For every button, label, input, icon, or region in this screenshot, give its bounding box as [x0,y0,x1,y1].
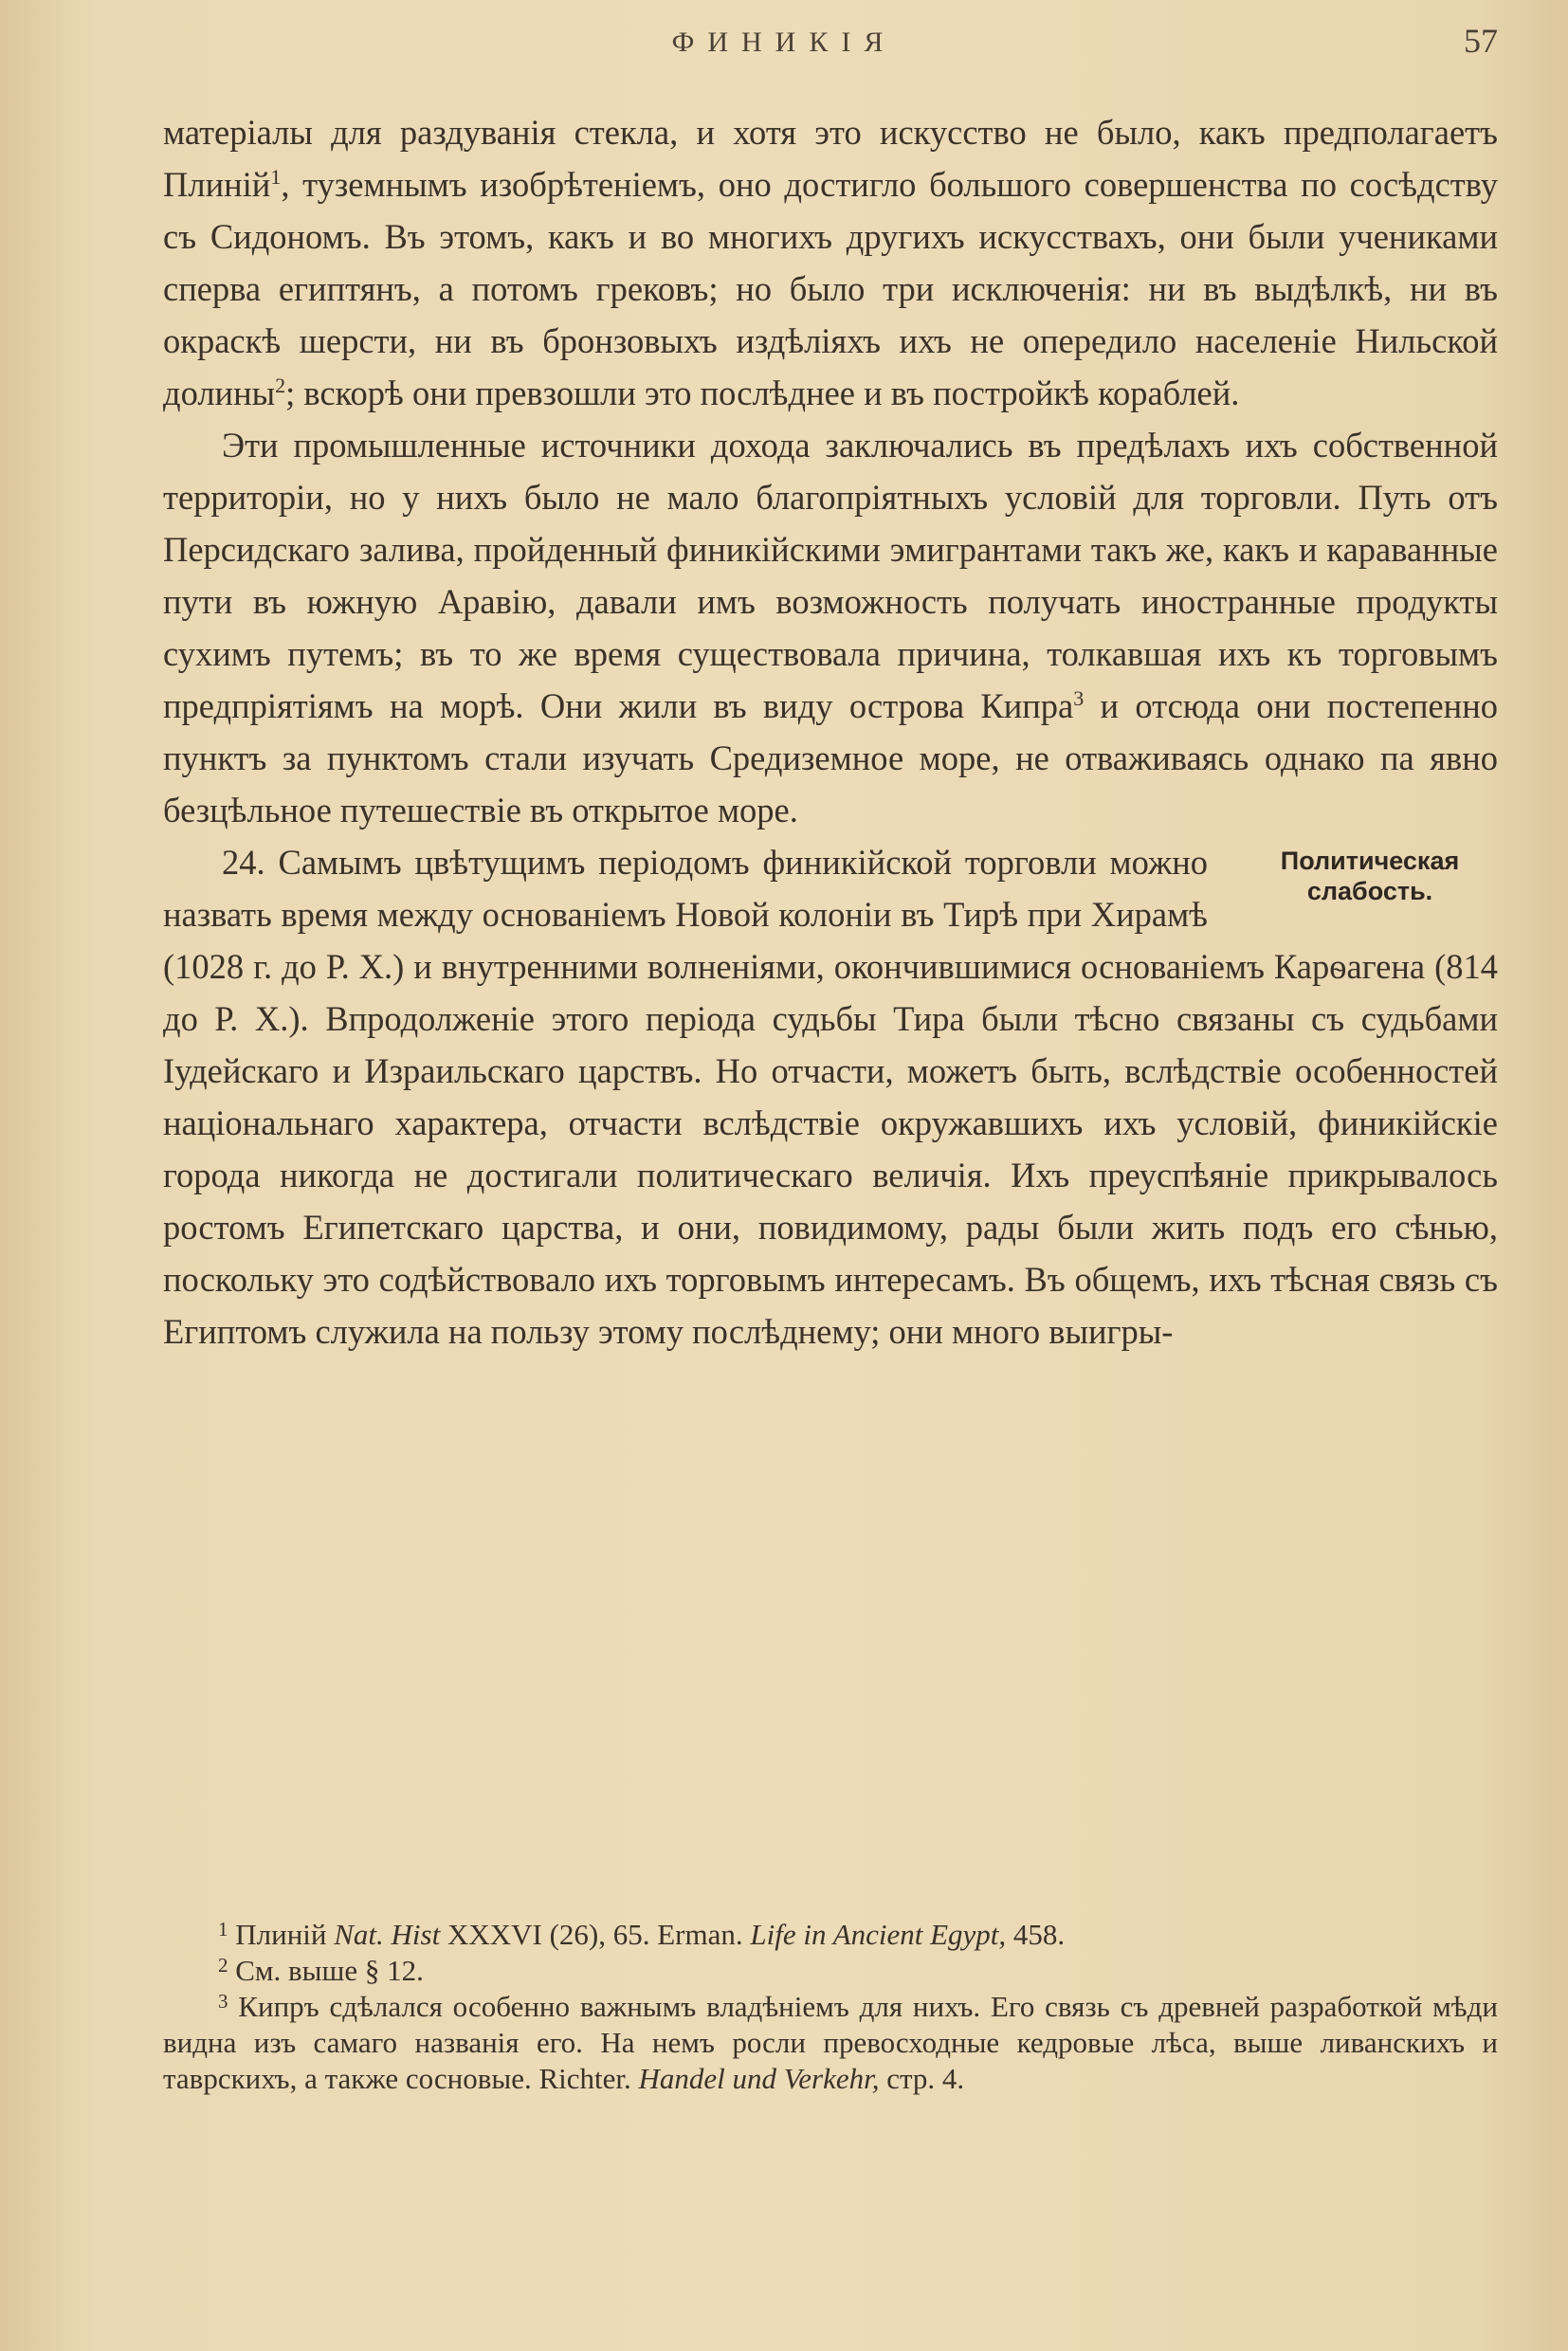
paragraph-trade: Эти промышленные источники дохода заключались въ предѣлахъ ихъ собственной территоріи, но у нихъ было не мало благопріятныхъ условій для торговли. Путь отъ Персидскаго залива, пройденный финикійскими эмигрантами такъ же, какъ и караванные пути въ южную Аравію, давали имъ возможность получать иностранные продукты сухимъ путемъ; въ то же время существовала причина, толкавшая ихъ къ торговымъ предпріятіямъ на морѣ. Они жили въ виду острова Кипра$^3$ и отсюда они постепенно пунктъ за пунктомъ стали изучать Средиземное море, не отваживаясь однако па явно безцѣльное путешествіе въ открытое море. [163,426,1498,829]
footnote-2: $^2$ См. выше § 12. [218,1954,424,1987]
paragraph-24: Политическая слабость. 24. Самымъ цвѣтущимъ періодомъ финикійской торговли можно назвать время между основаніемъ Новой колоніи въ Тирѣ при Хирамѣ (1028 г. до Р. Х.) и внутренними волненіями, окончившимися основаніемъ Карѳагена (814 до Р. Х.). Впродолженіе этого періода судьбы Тира были тѣсно связаны съ судьбами Іудейскаго и Израильскаго царствъ. Но отчасти, можетъ быть, вслѣдствіе особенностей національнаго характера, отчасти вслѣдствіе окружавшихъ ихъ условій, финикійскіе города никогда не достигали политическаго величія. Ихъ преуспѣяніе прикрывалось ростомъ Египетскаго царства, и они, повидимому, рады были жить подъ его сѣнью, поскольку это содѣйствовало ихъ торговымъ интересамъ. Въ общемъ, ихъ тѣсная связь съ Египтомъ служила на пользу этому послѣднему; они много выигры- [163,843,1498,1351]
page-number: 57 [1464,22,1498,60]
running-title: ФИНИКІЯ [671,27,897,58]
paragraph-glass: матеріалы для раздуванія стекла, и хотя это искусство не было, какъ предполагаетъ Плиній$^1$, туземнымъ изобрѣтеніемъ, оно достигло большого совершенства по сосѣдству съ Сидономъ. Въ этомъ, какъ и во многихъ другихъ искусствахъ, они были учениками сперва египтянъ, а потомъ грековъ; но было три исключенія: ни въ выдѣлкѣ, ни въ окраскѣ шерсти, ни въ бронзовыхъ издѣліяхъ ихъ не опередило населеніе Нильской долины$^2$; вскорѣ они превзошли это послѣднее и въ постройкѣ кораблей. [163,113,1498,412]
footnotes [163,1917,1498,2097]
body-text [163,106,1498,1358]
footnote-ref-2: 2 [275,374,286,397]
footnote-3: $^3$ Кипръ сдѣлался особенно важнымъ владѣніемъ для нихъ. Его связь съ древней разработкой мѣди видна изъ самаго названія его. На немъ росли превосходные кедровые лѣса, выше ливанскихъ и таврскихъ, а также сосновые. Richter. Handel und Verkehr, стр. 4. [163,1990,1498,2095]
footnote-1: $^1$ Плиній Nat. Hist XXXVI (26), 65. Erman. Life in Ancient Egypt, 458. [218,1918,1066,1951]
footnote-ref-3: 3 [1073,686,1085,710]
margin-note: Политическая слабость. [1280,847,1460,905]
footnote-ref-1: 1 [270,165,282,189]
